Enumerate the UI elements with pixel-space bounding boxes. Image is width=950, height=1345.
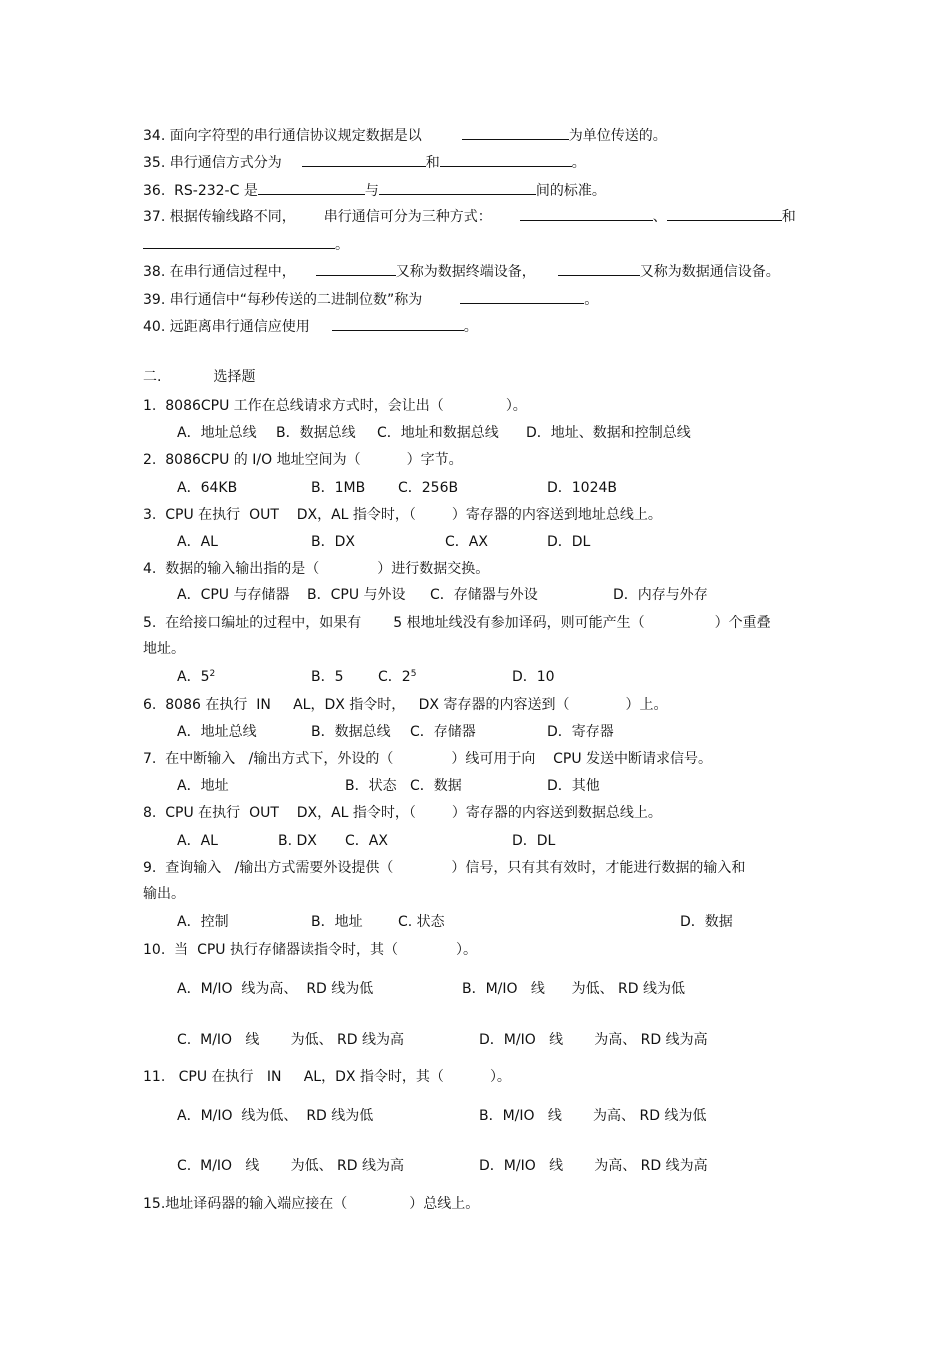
question-text: 。 (463, 319, 478, 335)
option-text: A．5 (177, 669, 210, 685)
option-d[interactable]: D．DL (512, 833, 556, 849)
question-stem-end: ）个重叠 (714, 615, 771, 631)
answer-blank[interactable] (440, 152, 572, 167)
option-c[interactable]: C．存储器 (410, 724, 476, 740)
question-stem: 10. 当 CPU 执行存储器读指令时，其（ (143, 942, 398, 958)
mc-question-5 (143, 614, 771, 632)
question-number: 39. (143, 292, 166, 308)
question-stem: 5 根地址线没有参加译码，则可能产生（ (393, 615, 645, 631)
option-a[interactable]: A．M/IO 线为高、 RD 线为低 (177, 981, 374, 997)
option-b[interactable]: B．状态 (345, 778, 397, 794)
question-36 (143, 180, 606, 198)
option-b[interactable]: B．DX (311, 534, 355, 550)
question-stem: 6. 8086 在执行 IN AL，DX 指令时， DX 寄存器的内容送到（ (143, 697, 570, 713)
option-b[interactable]: B．CPU 与外设 (307, 587, 406, 603)
option-b[interactable]: B．M/IO 线 为低、 RD 线为低 (462, 981, 686, 997)
question-number: 38. (143, 264, 166, 280)
option-a[interactable]: A．AL (177, 833, 218, 849)
question-stem-end: ）字节。 (406, 452, 463, 468)
question-text: 根据传输线路不同， (169, 209, 296, 225)
question-stem-end: ）总线上。 (409, 1196, 480, 1212)
answer-blank[interactable] (316, 261, 396, 276)
question-number: 37. (143, 209, 166, 225)
mc-question-7 (143, 750, 712, 768)
question-stem-end: ）。 (505, 398, 527, 414)
answer-blank[interactable] (460, 289, 584, 304)
question-text: 。 (584, 292, 599, 308)
option-b[interactable]: B．地址 (311, 914, 363, 930)
mc-question-6 (143, 696, 667, 714)
question-text: 和 (425, 155, 440, 171)
question-number: 35. (143, 155, 166, 171)
question-text: 。 (571, 155, 586, 171)
question-stem: 4. 数据的输入输出指的是（ (143, 561, 320, 577)
question-stem: 8. CPU 在执行 OUT DX，AL 指令时，（ (143, 805, 416, 821)
option-d[interactable]: D．M/IO 线 为高、 RD 线为高 (479, 1032, 708, 1048)
question-text: 。 (335, 237, 349, 253)
option-a[interactable]: A．64KB (177, 480, 238, 496)
answer-blank[interactable] (462, 125, 569, 140)
question-stem: 11. CPU 在执行 IN AL，DX 指令时，其（ (143, 1069, 444, 1085)
option-d[interactable]: D．DL (547, 534, 591, 550)
option-d[interactable]: D．寄存器 (547, 724, 614, 740)
question-stem-end: ）。 (455, 942, 477, 958)
question-text: 面向字符型的串行通信协议规定数据是以 (169, 128, 422, 144)
question-stem-end: ）。 (489, 1069, 511, 1085)
option-a[interactable]: A．地址总线 (177, 724, 257, 740)
option-a[interactable] (177, 668, 215, 686)
section-title: 选择题 (213, 369, 256, 385)
option-b[interactable]: B．数据总线 (276, 425, 356, 441)
mc-question-15 (143, 1195, 479, 1213)
question-stem: 1. 8086CPU 工作在总线请求方式时，会让出（ (143, 398, 444, 414)
option-d[interactable]: D．M/IO 线 为高、 RD 线为高 (479, 1158, 708, 1174)
question-stem-end: ）上。 (625, 697, 668, 713)
option-b[interactable]: B．5 (311, 669, 344, 685)
option-c[interactable]: C．地址和数据总线 (377, 425, 499, 441)
question-text: 又称为数据终端设备， (395, 264, 536, 280)
option-c[interactable]: C. M/IO 线 为低、 RD 线为高 (177, 1158, 404, 1174)
superscript: 5 (410, 669, 417, 679)
mc-question-10 (143, 941, 477, 959)
answer-blank[interactable] (143, 234, 335, 249)
question-text: 和 (781, 209, 796, 225)
question-stem: 9. 查询输入 /输出方式需要外设提供（ (143, 860, 394, 876)
question-stem-end: ）进行数据交换。 (377, 561, 490, 577)
question-38 (143, 261, 780, 279)
question-text: 又称为数据通信设备。 (639, 264, 780, 280)
option-b[interactable]: B．数据总线 (311, 724, 391, 740)
option-c[interactable]: C．AX (445, 534, 488, 550)
option-d[interactable]: D．地址、数据和控制总线 (526, 425, 691, 441)
question-stem: 3. CPU 在执行 OUT DX，AL 指令时，（ (143, 507, 416, 523)
question-stem: 5. 在给接口编址的过程中，如果有 (143, 615, 362, 631)
mc-question-2 (143, 451, 463, 469)
question-text: 间的标准。 (535, 183, 606, 199)
superscript: 2 (209, 669, 216, 679)
question-39 (143, 289, 598, 307)
question-continuation: 地址。 (143, 641, 185, 657)
answer-blank[interactable] (302, 152, 426, 167)
mc-question-3 (143, 506, 662, 524)
question-stem-end: ）寄存器的内容送到数据总线上。 (451, 805, 662, 821)
answer-blank[interactable] (667, 206, 782, 221)
option-d[interactable]: D．内存与外存 (613, 587, 708, 603)
question-stem: 15.地址译码器的输入端应接在（ (143, 1196, 348, 1212)
option-a[interactable]: A．AL (177, 534, 218, 550)
option-d[interactable]: D．10 (512, 669, 555, 685)
question-number: 34. (143, 128, 166, 144)
question-text: 、 (652, 209, 667, 225)
mc-question-4 (143, 560, 489, 578)
answer-blank[interactable] (332, 316, 464, 331)
question-stem: 7. 在中断输入 /输出方式下，外设的（ (143, 751, 394, 767)
question-number: 36. (143, 183, 166, 199)
question-text: 与 (364, 183, 379, 199)
question-37 (143, 206, 796, 224)
question-34 (143, 125, 667, 143)
option-b[interactable]: B．M/IO 线 为高、 RD 线为低 (479, 1108, 707, 1124)
option-b[interactable]: B. DX (278, 833, 317, 849)
question-number: 40. (143, 319, 166, 335)
question-35 (143, 152, 586, 170)
question-text: 串行通信中“每秒传送的二进制位数”称为 (169, 292, 423, 308)
option-c[interactable]: C．数据 (410, 778, 462, 794)
answer-blank[interactable] (520, 206, 653, 221)
question-stem: 2. 8086CPU 的 I/O 地址空间为（ (143, 452, 361, 468)
option-a[interactable]: A．M/IO 线为低、 RD 线为低 (177, 1108, 374, 1124)
option-c[interactable]: C．存储器与外设 (430, 587, 538, 603)
mc-question-8 (143, 804, 662, 822)
question-stem-end: ）信号，只有其有效时，才能进行数据的输入和 (451, 860, 746, 876)
option-b[interactable]: B．1MB (311, 480, 366, 496)
question-stem-end: ）寄存器的内容送到地址总线上。 (451, 507, 662, 523)
option-d[interactable]: D．其他 (547, 778, 600, 794)
option-c[interactable]: C. M/IO 线 为低、 RD 线为高 (177, 1032, 404, 1048)
question-37-cont (143, 234, 349, 252)
section-number: 二. (143, 369, 162, 385)
question-text: 远距离串行通信应使用 (169, 319, 310, 335)
question-text: 串行通信方式分为 (169, 155, 282, 171)
question-40 (143, 316, 478, 334)
option-c[interactable]: C．256B (398, 480, 459, 496)
option-c[interactable]: C. 状态 (398, 914, 445, 930)
question-text: 在串行通信过程中， (169, 264, 296, 280)
option-d[interactable]: D．数据 (680, 914, 733, 930)
option-d[interactable]: D．1024B (547, 480, 618, 496)
option-a[interactable]: A．控制 (177, 914, 229, 930)
question-text: 为单位传送的。 (568, 128, 667, 144)
option-text: C．2 (378, 669, 411, 685)
mc-question-1 (143, 397, 527, 415)
answer-blank[interactable] (258, 180, 365, 195)
answer-blank[interactable] (379, 180, 536, 195)
question-stem-end: ）线可用于向 CPU 发送中断请求信号。 (451, 751, 713, 767)
section-heading (143, 368, 255, 386)
question-text: RS-232-C 是 (174, 183, 258, 199)
option-c[interactable] (378, 668, 416, 686)
option-c[interactable]: C．AX (345, 833, 388, 849)
option-a[interactable]: A．地址 (177, 778, 229, 794)
mc-question-9 (143, 859, 745, 877)
option-a[interactable]: A．地址总线 (177, 425, 257, 441)
mc-question-11 (143, 1068, 511, 1086)
question-text: 串行通信可分为三种方式： (323, 209, 492, 225)
question-continuation: 输出。 (143, 886, 185, 902)
answer-blank[interactable] (558, 261, 640, 276)
option-a[interactable]: A．CPU 与存储器 (177, 587, 290, 603)
